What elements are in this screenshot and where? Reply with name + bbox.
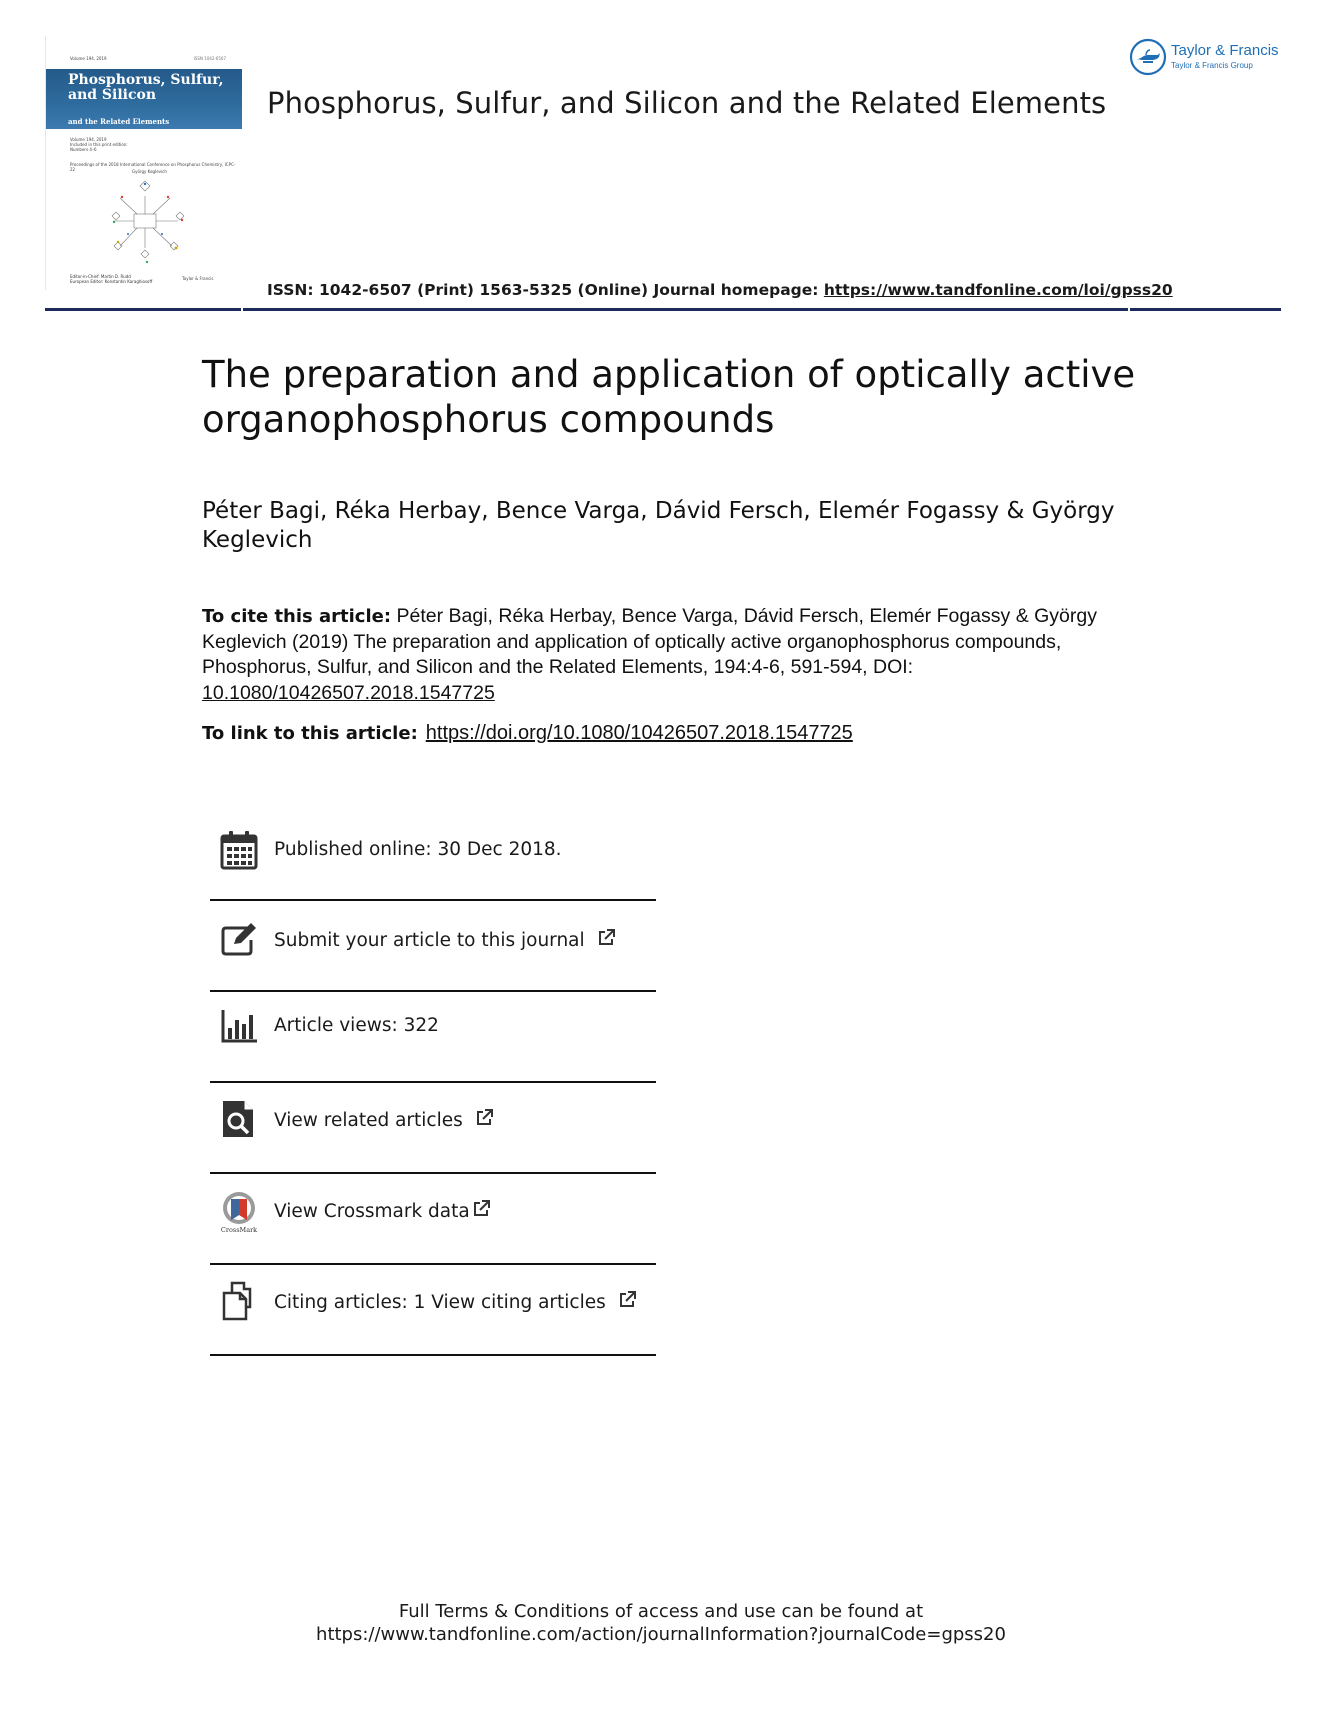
article-link-line (202, 722, 853, 745)
external-link-icon (618, 1290, 637, 1309)
cover-editors (70, 274, 152, 284)
published-online-item (210, 810, 656, 901)
external-link-icon (597, 928, 616, 947)
citation-doi-link[interactable]: 10.1080/10426507.2018.1547725 (202, 681, 495, 704)
terms-footer (0, 1600, 1322, 1646)
cover-numbers: Numbers 4–6 (70, 147, 97, 152)
cover-issn: ISSN 1042-6507 (193, 56, 226, 61)
article-authors: Péter Bagi, Réka Herbay, Bence Varga, Dávid Fersch, Elemér Fogassy & György Keglevich (202, 498, 1115, 553)
cover-european-editor: European Editor: Konstantin Karaghiosoff (70, 279, 153, 284)
citing-articles-item[interactable] (210, 1265, 656, 1356)
cover-volume-top: Volume 194, 2019 (70, 56, 107, 61)
journal-title: Phosphorus, Sulfur, and Silicon and the Related Elements (267, 86, 1107, 120)
submit-article-label: Submit your article to this journal (274, 930, 585, 951)
citing-articles-link[interactable] (274, 1290, 637, 1313)
external-link-icon (472, 1199, 491, 1218)
cover-publisher: Taylor & Francis (182, 276, 214, 281)
article-views-item (210, 992, 656, 1083)
publisher-logo[interactable] (1129, 38, 1281, 78)
publisher-name: Taylor & Francis (1171, 42, 1279, 59)
related-articles-item[interactable] (210, 1083, 656, 1174)
citation-text: Péter Bagi, Réka Herbay, Bence Varga, Dávid Fersch, Elemér Fogassy & György Keglevich (2019) The preparation and application of optically active organophosphorus compounds, Phosphorus, Sulfur, and Silicon and the Related Elements, 194:4-6, 591-594, DOI: (202, 605, 1097, 678)
article-title: The preparation and application of optically active organophosphorus compounds (202, 353, 1136, 441)
related-articles-link[interactable] (274, 1108, 494, 1131)
cover-subtitle: and the Related Elements (68, 117, 170, 126)
crossmark-link[interactable] (274, 1199, 491, 1222)
header-divider (45, 308, 1281, 311)
terms-line: Full Terms & Conditions of access and use can be found at (398, 1601, 924, 1622)
journal-cover-thumbnail (45, 36, 242, 290)
cover-editor-in-chief: Editor-in-Chief: Martin D. Rudd (70, 274, 131, 279)
header-divider-gap (241, 305, 243, 313)
citation-label: To cite this article: (202, 606, 392, 627)
submit-article-item[interactable] (210, 901, 656, 992)
crossmark-icon (220, 1190, 258, 1234)
calendar-icon (220, 830, 258, 870)
bar-chart-icon (220, 1006, 258, 1046)
article-info-list (210, 810, 656, 1356)
cover-included: Included in this print edition: (70, 142, 128, 147)
terms-url-link[interactable]: https://www.tandfonline.com/action/journalInformation?journalCode=gpss20 (316, 1624, 1006, 1645)
article-link-label: To link to this article: (202, 723, 418, 744)
cover-reaction-scheme-graphic (92, 176, 202, 271)
citing-documents-icon (220, 1281, 258, 1321)
published-online-text: Published online: 30 Dec 2018. (274, 839, 562, 860)
article-doi-link[interactable]: https://doi.org/10.1080/10426507.2018.1547725 (425, 722, 853, 744)
related-articles-label: View related articles (274, 1110, 463, 1131)
issn-line (267, 281, 1173, 299)
article-views-text: Article views: 322 (274, 1015, 439, 1036)
cover-title: Phosphorus, Sulfur, and Silicon (68, 72, 224, 103)
taylor-francis-lamp-icon (1129, 38, 1167, 76)
cover-guest-editor: György Keglevich (132, 169, 167, 174)
citation-block (202, 604, 1122, 706)
document-search-icon (220, 1099, 258, 1139)
header-divider-gap (1128, 305, 1130, 313)
journal-homepage-link[interactable]: https://www.tandfonline.com/loi/gpss20 (823, 281, 1173, 299)
issn-text: ISSN: 1042-6507 (Print) 1563-5325 (Online) Journal homepage: (267, 281, 824, 299)
publisher-group: Taylor & Francis Group (1171, 61, 1253, 70)
cover-proceedings: Proceedings of the 2018 International Conference on Phosphorus Chemistry, ICPC-22 (70, 162, 236, 172)
crossmark-label: View Crossmark data (274, 1201, 470, 1222)
submit-article-link[interactable] (274, 928, 616, 951)
crossmark-logo-text: CrossMark (220, 1226, 258, 1234)
cover-volume-info: Volume 194, 2019 (70, 137, 107, 142)
crossmark-item[interactable] (210, 1174, 656, 1265)
citing-articles-label: Citing articles: 1 View citing articles (274, 1292, 606, 1313)
edit-pencil-icon (220, 918, 258, 958)
external-link-icon (475, 1108, 494, 1127)
